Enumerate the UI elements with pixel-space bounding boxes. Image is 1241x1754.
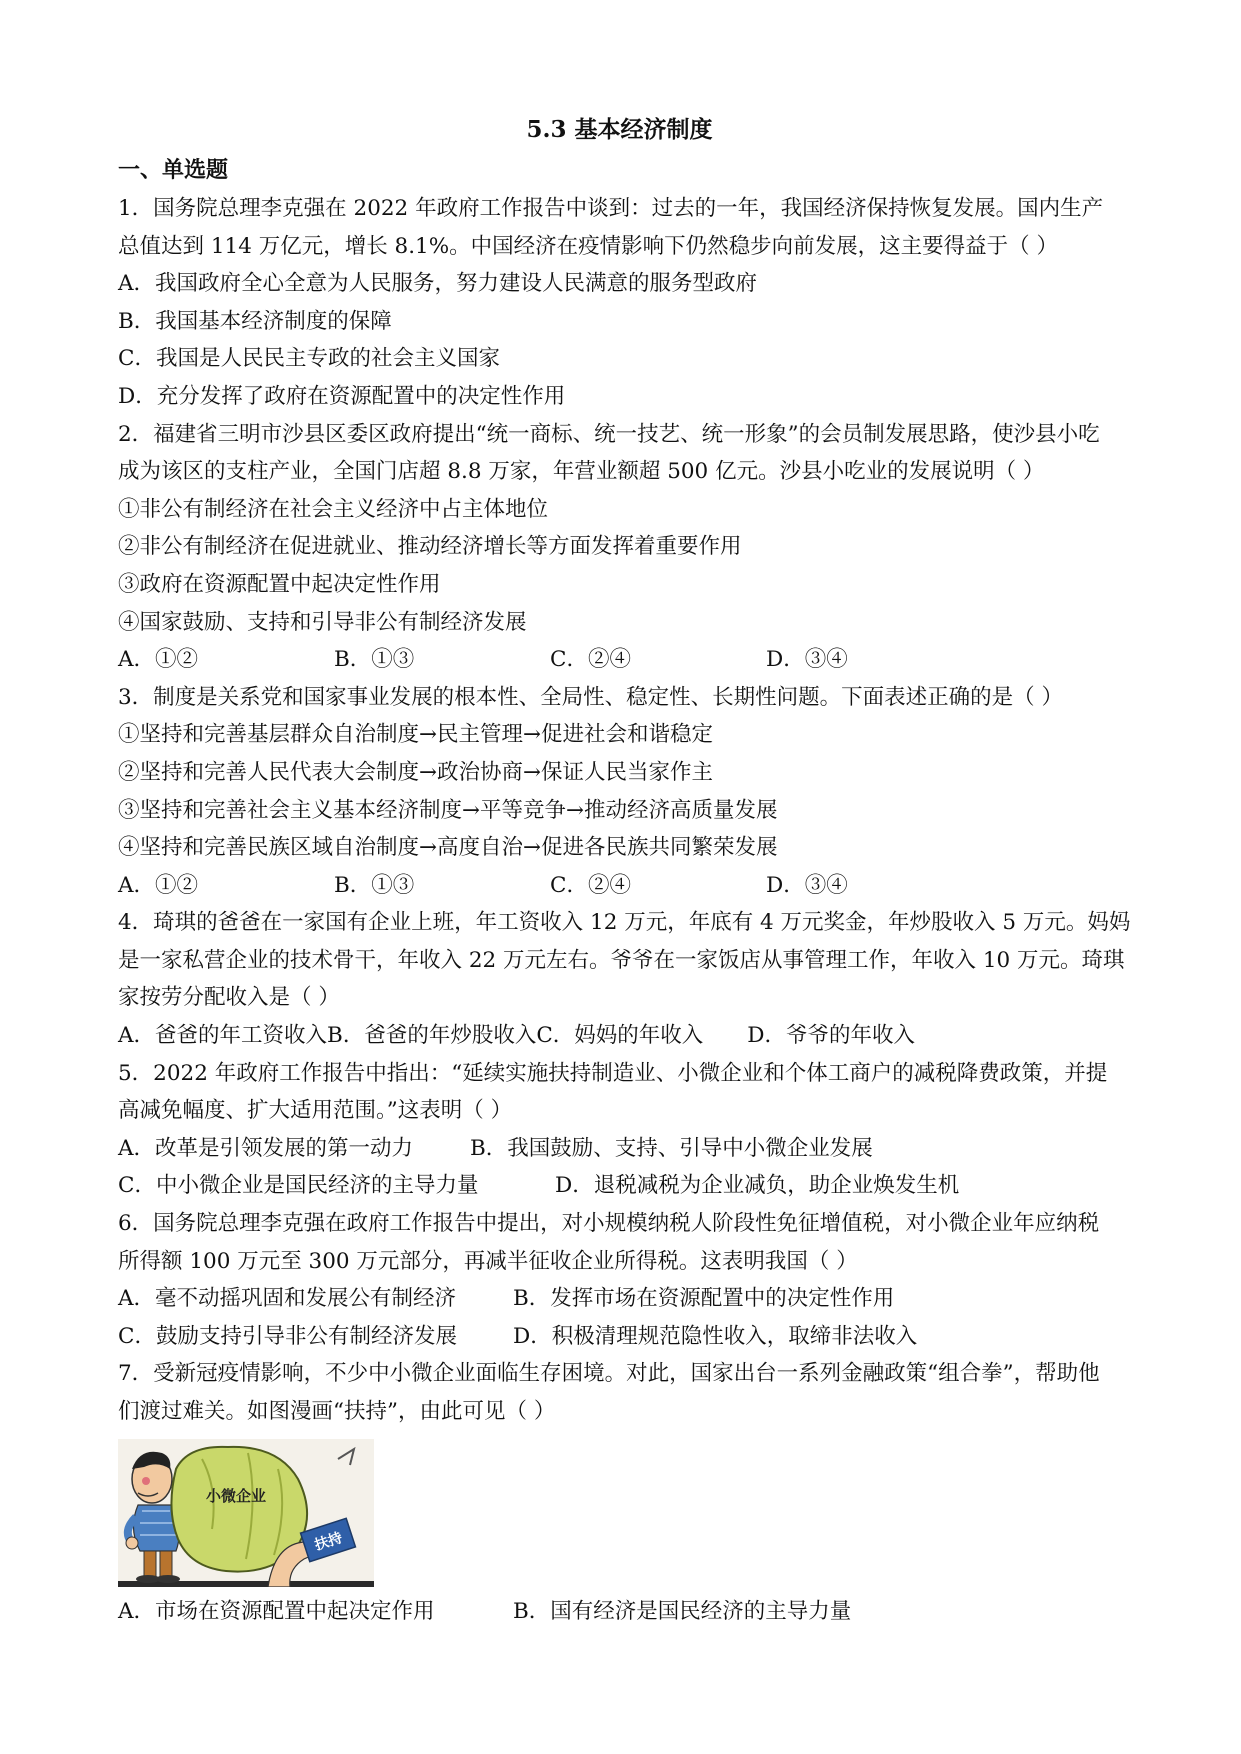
options-row [118, 1167, 1121, 1205]
question-5 [118, 1055, 1121, 1205]
options-row [118, 641, 1121, 679]
option-b: B．我国鼓励、支持、引导中小微企业发展 [470, 1135, 873, 1161]
statement-2: ②坚持和完善人民代表大会制度→政治协商→保证人民当家作主 [118, 759, 714, 785]
option-a: A．①② [118, 647, 199, 673]
option-b: B．①③ [334, 872, 415, 898]
options-row [118, 1593, 1121, 1631]
option-b: B．①③ [334, 647, 415, 673]
statement-4: ④坚持和完善民族区域自治制度→高度自治→促进各民族共同繁荣发展 [118, 835, 778, 861]
option-c: C．鼓励支持引导非公有制经济发展 [118, 1323, 457, 1349]
option-d: D．③④ [766, 647, 848, 673]
question-1 [118, 190, 1121, 416]
question-stem: 6．国务院总理李克强在政府工作报告中提出，对小规模纳税人阶段性免征增值税，对小微企业年应纳税 [118, 1211, 1100, 1237]
option-a: A．我国政府全心全意为人民服务，努力建设人民满意的服务型政府 [118, 271, 758, 297]
question-stem: 是一家私营企业的技术骨干，年收入 22 万元左右。爷爷在一家饭店从事管理工作，年收入 10 万元。琦琪 [118, 947, 1125, 973]
statement-1: ①非公有制经济在社会主义经济中占主体地位 [118, 496, 549, 522]
question-6 [118, 1205, 1121, 1355]
option-b: B．我国基本经济制度的保障 [118, 308, 392, 334]
question-stem: 5．2022 年政府工作报告中指出：“延续实施扶持制造业、小微企业和个体工商户的减税降费政策，并提 [118, 1060, 1108, 1086]
cartoon-sign-label: 扶持 [312, 1529, 345, 1554]
section-heading: 一、单选题 [118, 157, 229, 183]
option-a: A．①② [118, 872, 199, 898]
statement-1: ①坚持和完善基层群众自治制度→民主管理→促进社会和谐稳定 [118, 722, 714, 748]
question-stem: 高减免幅度、扩大适用范围。”这表明（ ） [118, 1098, 513, 1124]
option-d: D．③④ [766, 872, 848, 898]
statement-3: ③政府在资源配置中起决定性作用 [118, 571, 441, 597]
question-stem: 家按劳分配收入是（ ） [118, 985, 340, 1011]
question-stem: 所得额 100 万元至 300 万元部分，再减半征收企业所得税。这表明我国（ ） [118, 1248, 858, 1274]
option-b: B．爸爸的年炒股收入 [327, 1023, 537, 1049]
option-d: D．充分发挥了政府在资源配置中的决定性作用 [118, 383, 566, 409]
options-row [118, 1318, 1121, 1356]
option-d: D．退税减税为企业减负，助企业焕发生机 [555, 1173, 960, 1199]
option-b: B．发挥市场在资源配置中的决定性作用 [513, 1286, 895, 1312]
question-4 [118, 904, 1131, 1054]
option-c: C．中小微企业是国民经济的主导力量 [118, 1173, 479, 1199]
option-d: D．积极清理规范隐性收入，取缔非法收入 [513, 1323, 918, 1349]
cartoon-image [118, 1439, 374, 1587]
option-c: C．我国是人民民主专政的社会主义国家 [118, 346, 500, 372]
statement-3: ③坚持和完善社会主义基本经济制度→平等竞争→推动经济高质量发展 [118, 797, 778, 823]
option-b: B．国有经济是国民经济的主导力量 [513, 1598, 852, 1624]
question-stem: 1．国务院总理李克强在 2022 年政府工作报告中谈到：过去的一年，我国经济保持恢复发展。国内生产 [118, 196, 1104, 221]
question-stem: 4．琦琪的爸爸在一家国有企业上班，年工资收入 12 万元，年底有 4 万元奖金，年炒股收入 5 万元。妈妈 [118, 910, 1131, 936]
options-row [118, 1280, 1121, 1318]
question-3 [118, 679, 1121, 905]
options-row [118, 1017, 1121, 1055]
option-a: A．改革是引领发展的第一动力 [118, 1135, 414, 1161]
option-d: D．爷爷的年收入 [747, 1023, 916, 1049]
options-row [118, 1130, 1121, 1168]
question-stem: 总值达到 114 万亿元，增长 8.1%。中国经济在疫情影响下仍然稳步向前发展，这主要得益于（ ） [118, 233, 1058, 259]
option-c: C．②④ [550, 647, 631, 673]
question-stem: 3．制度是关系党和国家事业发展的根本性、全局性、稳定性、长期性问题。下面表述正确的是（ ） [118, 684, 1064, 710]
option-a: A．爸爸的年工资收入 [118, 1023, 328, 1049]
question-stem: 成为该区的支柱产业，全国门店超 8.8 万家，年营业额超 500 亿元。沙县小吃业的发展说明（ ） [118, 459, 1045, 485]
statement-4: ④国家鼓励、支持和引导非公有制经济发展 [118, 609, 527, 635]
page-title: 5.3 基本经济制度 [526, 116, 713, 143]
option-c: C．妈妈的年收入 [536, 1023, 704, 1049]
cartoon-bag-label: 小微企业 [205, 1486, 267, 1505]
question-stem: 们渡过难关。如图漫画“扶持”，由此可见（ ） [118, 1399, 556, 1424]
statement-2: ②非公有制经济在促进就业、推动经济增长等方面发挥着重要作用 [118, 534, 742, 560]
question-stem: 7．受新冠疫情影响，不少中小微企业面临生存困境。对此，国家出台一系列金融政策“组合拳”，帮助他 [118, 1361, 1100, 1387]
option-a: A．市场在资源配置中起决定作用 [118, 1598, 435, 1624]
question-2 [118, 416, 1121, 679]
option-a: A．毫不动摇巩固和发展公有制经济 [118, 1286, 457, 1312]
option-c: C．②④ [550, 872, 631, 898]
question-stem: 2．福建省三明市沙县区委区政府提出“统一商标、统一技艺、统一形象”的会员制发展思路，使沙县小吃 [118, 421, 1100, 447]
options-row [118, 867, 1121, 905]
question-7 [118, 1355, 1121, 1630]
